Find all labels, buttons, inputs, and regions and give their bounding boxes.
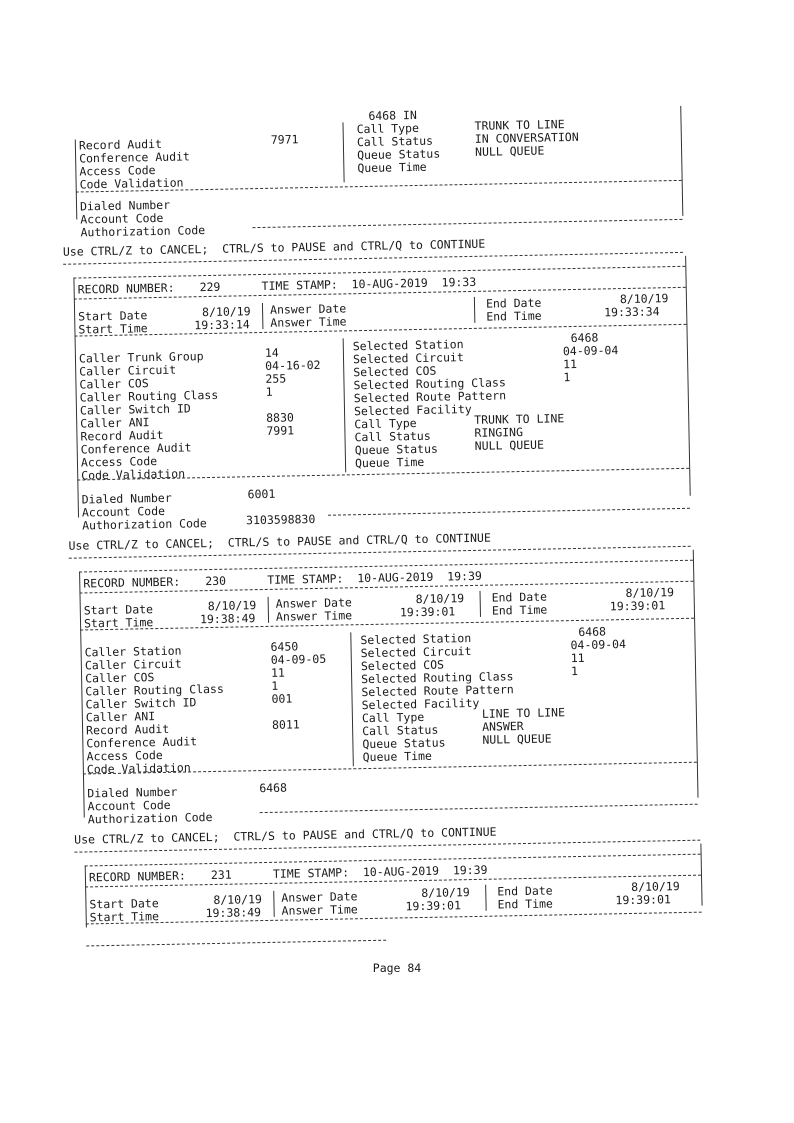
- call-status-value: IN CONVERSATION: [474, 129, 579, 146]
- start-date-label: Start Date: [89, 896, 159, 912]
- answer-date-value: 8/10/19: [415, 591, 465, 607]
- record-number-value: 231: [210, 867, 232, 883]
- continue-prompt: Use CTRL/Z to CANCEL; CTRL/S to PAUSE and CTRL/Q to CONTINUE: [74, 824, 497, 847]
- account-code-label: Account Code: [80, 210, 164, 227]
- dialed-number-value: 6001: [247, 486, 276, 502]
- record-number-label: RECORD NUMBER:: [77, 280, 175, 297]
- record-number-label: RECORD NUMBER:: [83, 574, 181, 591]
- call-status-value: RINGING: [474, 424, 524, 440]
- column-divider: [485, 885, 486, 911]
- answer-date-label: Answer Date: [281, 889, 358, 905]
- authorization-code-label: Authorization Code: [80, 223, 206, 240]
- end-time-label: End Time: [497, 896, 554, 912]
- account-code-label: Account Code: [87, 797, 171, 814]
- call-type-label: Call Type: [356, 120, 420, 137]
- dialed-number-label: Dialed Number: [81, 490, 172, 507]
- answer-time-label: Answer Time: [270, 314, 347, 330]
- code-validation-label: Code Validation: [79, 175, 184, 192]
- call-type-value: TRUNK TO LINE: [474, 117, 565, 133]
- caller-cos-label: Caller COS: [79, 376, 149, 392]
- conference-audit-label: Conference Audit: [86, 734, 198, 751]
- dialed-number-label: Dialed Number: [87, 784, 178, 801]
- caller-trunk-group-label: Caller Trunk Group: [78, 349, 204, 366]
- caller-routing-class-value: 1: [271, 678, 279, 693]
- selected-routing-class-label: Selected Routing Class: [353, 375, 506, 393]
- selected-station-value: 6468: [570, 330, 599, 346]
- record-audit-value: 8011: [271, 717, 300, 732]
- time-stamp-value: 10-AUG-2019 19:33: [351, 274, 477, 292]
- queue-status-label: Queue Status: [356, 146, 441, 163]
- end-time-value: 19:39:01: [615, 892, 671, 908]
- dialed-number-label: Dialed Number: [79, 197, 171, 214]
- start-time-value: 19:38:49: [199, 611, 256, 627]
- divider: [260, 804, 698, 813]
- continue-prompt: Use CTRL/Z to CANCEL; CTRL/S to PAUSE and CTRL/Q to CONTINUE: [68, 530, 491, 553]
- caller-switch-id-value: 001: [271, 691, 293, 706]
- answer-date-value: 8/10/19: [421, 885, 470, 901]
- call-record-printout: [50, 87, 747, 1000]
- column-divider: [342, 122, 344, 182]
- selected-circuit-label: Selected Circuit: [352, 350, 464, 367]
- call-type-value: LINE TO LINE: [481, 705, 566, 721]
- record-audit-label: Record Audit: [85, 721, 170, 738]
- access-code-label: Access Code: [86, 747, 163, 764]
- facility-value: 6468 IN: [368, 107, 417, 123]
- page-number: Page 84: [372, 961, 422, 975]
- end-date-value: 8/10/19: [625, 585, 675, 601]
- start-date-value: 8/10/19: [213, 892, 262, 908]
- time-stamp-value: 10-AUG-2019 19:39: [357, 568, 482, 586]
- box-border: [85, 865, 87, 927]
- column-divider: [480, 591, 481, 617]
- column-divider: [262, 303, 263, 329]
- selected-routing-class-label: Selected Routing Class: [361, 669, 514, 687]
- access-code-label: Access Code: [79, 162, 156, 179]
- call-status-label: Call Status: [356, 133, 434, 150]
- caller-routing-class-label: Caller Routing Class: [85, 681, 224, 699]
- continue-prompt: Use CTRL/Z to CANCEL; CTRL/S to PAUSE and CTRL/Q to CONTINUE: [62, 236, 486, 259]
- caller-station-value: 6450: [270, 639, 299, 654]
- call-type-label: Call Type: [361, 709, 425, 726]
- selected-route-pattern-label: Selected Route Pattern: [353, 388, 507, 406]
- caller-routing-class-label: Caller Routing Class: [79, 387, 219, 405]
- queue-status-value: NULL QUEUE: [474, 143, 545, 159]
- conference-audit-label: Conference Audit: [78, 149, 191, 166]
- selected-cos-value: 11: [563, 356, 578, 372]
- box-border: [75, 140, 78, 220]
- caller-ani-value: 8830: [266, 410, 294, 425]
- start-time-label: Start Time: [78, 321, 148, 337]
- authorization-code-label: Authorization Code: [82, 516, 207, 533]
- divider: [86, 940, 386, 947]
- queue-status-value: NULL QUEUE: [474, 437, 545, 453]
- record-audit-label: Record Audit: [80, 427, 164, 444]
- call-status-label: Call Status: [362, 722, 439, 739]
- caller-cos-value: 11: [270, 665, 286, 680]
- selected-circuit-value: 04-09-04: [562, 343, 619, 359]
- divider: [328, 508, 690, 516]
- access-code-label: Access Code: [80, 454, 158, 470]
- record-audit-value: 7971: [270, 132, 299, 147]
- answer-time-value: 19:39:01: [405, 898, 462, 914]
- call-type-label: Call Type: [354, 416, 417, 432]
- selected-routing-class-value: 1: [570, 663, 579, 679]
- caller-cos-value: 255: [265, 371, 287, 386]
- queue-status-label: Queue Status: [354, 441, 438, 458]
- end-time-label: End Time: [491, 602, 548, 618]
- box-border: [685, 256, 691, 496]
- conference-audit-label: Conference Audit: [80, 440, 192, 457]
- column-divider: [273, 891, 274, 917]
- time-stamp-label: TIME STAMP:: [267, 571, 344, 587]
- answer-date-label: Answer Date: [269, 301, 347, 317]
- start-date-value: 8/10/19: [207, 598, 257, 614]
- queue-time-label: Queue Time: [354, 454, 425, 471]
- selected-cos-value: 11: [570, 650, 585, 666]
- caller-station-label: Caller Station: [84, 643, 182, 660]
- caller-switch-id-label: Caller Switch ID: [85, 695, 197, 712]
- authorization-code-label: Authorization Code: [87, 810, 213, 827]
- divider: [252, 219, 682, 228]
- record-audit-value: 7991: [266, 423, 295, 438]
- box-border: [693, 550, 699, 798]
- caller-circuit-label: Caller Circuit: [84, 656, 182, 673]
- queue-status-value: NULL QUEUE: [482, 731, 552, 747]
- start-time-label: Start Time: [83, 615, 154, 631]
- answer-time-label: Answer Time: [281, 902, 358, 918]
- record-number-label: RECORD NUMBER:: [88, 868, 186, 885]
- end-date-label: End Date: [485, 295, 542, 311]
- answer-time-label: Answer Time: [275, 608, 353, 624]
- answer-date-label: Answer Date: [275, 595, 353, 611]
- authorization-code-value: 3103598830: [245, 511, 316, 528]
- record-number-value: 229: [199, 279, 221, 295]
- time-stamp-label: TIME STAMP:: [261, 277, 338, 293]
- caller-cos-label: Caller COS: [84, 670, 155, 686]
- selected-cos-label: Selected COS: [360, 657, 445, 674]
- selected-routing-class-value: 1: [563, 370, 571, 385]
- start-date-label: Start Date: [78, 308, 148, 324]
- time-stamp-value: 10-AUG-2019 19:39: [362, 862, 488, 880]
- account-code-label: Account Code: [81, 503, 166, 520]
- end-date-value: 8/10/19: [619, 291, 669, 307]
- caller-routing-class-value: 1: [265, 384, 273, 399]
- selected-station-label: Selected Station: [352, 337, 464, 354]
- column-divider: [268, 597, 269, 623]
- call-status-label: Call Status: [354, 428, 431, 445]
- column-divider: [474, 297, 475, 323]
- caller-ani-label: Caller ANI: [80, 415, 150, 431]
- box-border: [680, 106, 683, 216]
- record-audit-label: Record Audit: [78, 136, 163, 153]
- selected-station-label: Selected Station: [360, 631, 472, 648]
- dialed-number-value: 6468: [259, 780, 288, 796]
- queue-time-label: Queue Time: [362, 748, 433, 765]
- call-status-value: ANSWER: [481, 719, 524, 734]
- time-stamp-label: TIME STAMP:: [272, 865, 350, 881]
- column-divider: [350, 632, 354, 766]
- start-time-value: 19:33:14: [194, 317, 250, 333]
- caller-ani-label: Caller ANI: [85, 709, 156, 725]
- selected-facility-label: Selected Facility: [353, 401, 472, 419]
- start-date-label: Start Date: [83, 602, 154, 618]
- end-date-label: End Date: [491, 589, 548, 605]
- caller-switch-id-label: Caller Switch ID: [79, 401, 191, 418]
- record-number-value: 230: [205, 573, 227, 589]
- start-date-value: 8/10/19: [201, 304, 251, 320]
- code-validation-label: Code Validation: [81, 466, 186, 483]
- queue-time-label: Queue Time: [357, 159, 427, 176]
- selected-facility-label: Selected Facility: [361, 695, 480, 713]
- end-time-value: 19:33:34: [604, 304, 660, 320]
- selected-circuit-value: 04-09-04: [570, 637, 627, 653]
- end-date-value: 8/10/19: [631, 879, 680, 894]
- selected-station-value: 6468: [578, 624, 607, 639]
- column-divider: [343, 338, 347, 472]
- end-time-value: 19:39:01: [609, 598, 666, 614]
- caller-circuit-value: 04-09-05: [270, 651, 327, 667]
- caller-circuit-label: Caller Circuit: [79, 362, 177, 379]
- selected-route-pattern-label: Selected Route Pattern: [361, 682, 514, 700]
- answer-time-value: 19:39:01: [399, 604, 456, 620]
- caller-circuit-value: 04-16-02: [265, 357, 321, 373]
- start-time-value: 19:38:49: [205, 905, 262, 921]
- caller-trunk-group-value: 14: [264, 345, 279, 360]
- end-time-label: End Time: [486, 308, 542, 324]
- selected-circuit-label: Selected Circuit: [360, 644, 472, 661]
- call-type-value: TRUNK TO LINE: [474, 411, 565, 427]
- code-validation-label: Code Validation: [86, 760, 191, 777]
- queue-status-label: Queue Status: [362, 735, 446, 752]
- end-date-label: End Date: [497, 883, 553, 899]
- start-time-label: Start Time: [89, 909, 160, 925]
- selected-cos-label: Selected COS: [353, 363, 437, 380]
